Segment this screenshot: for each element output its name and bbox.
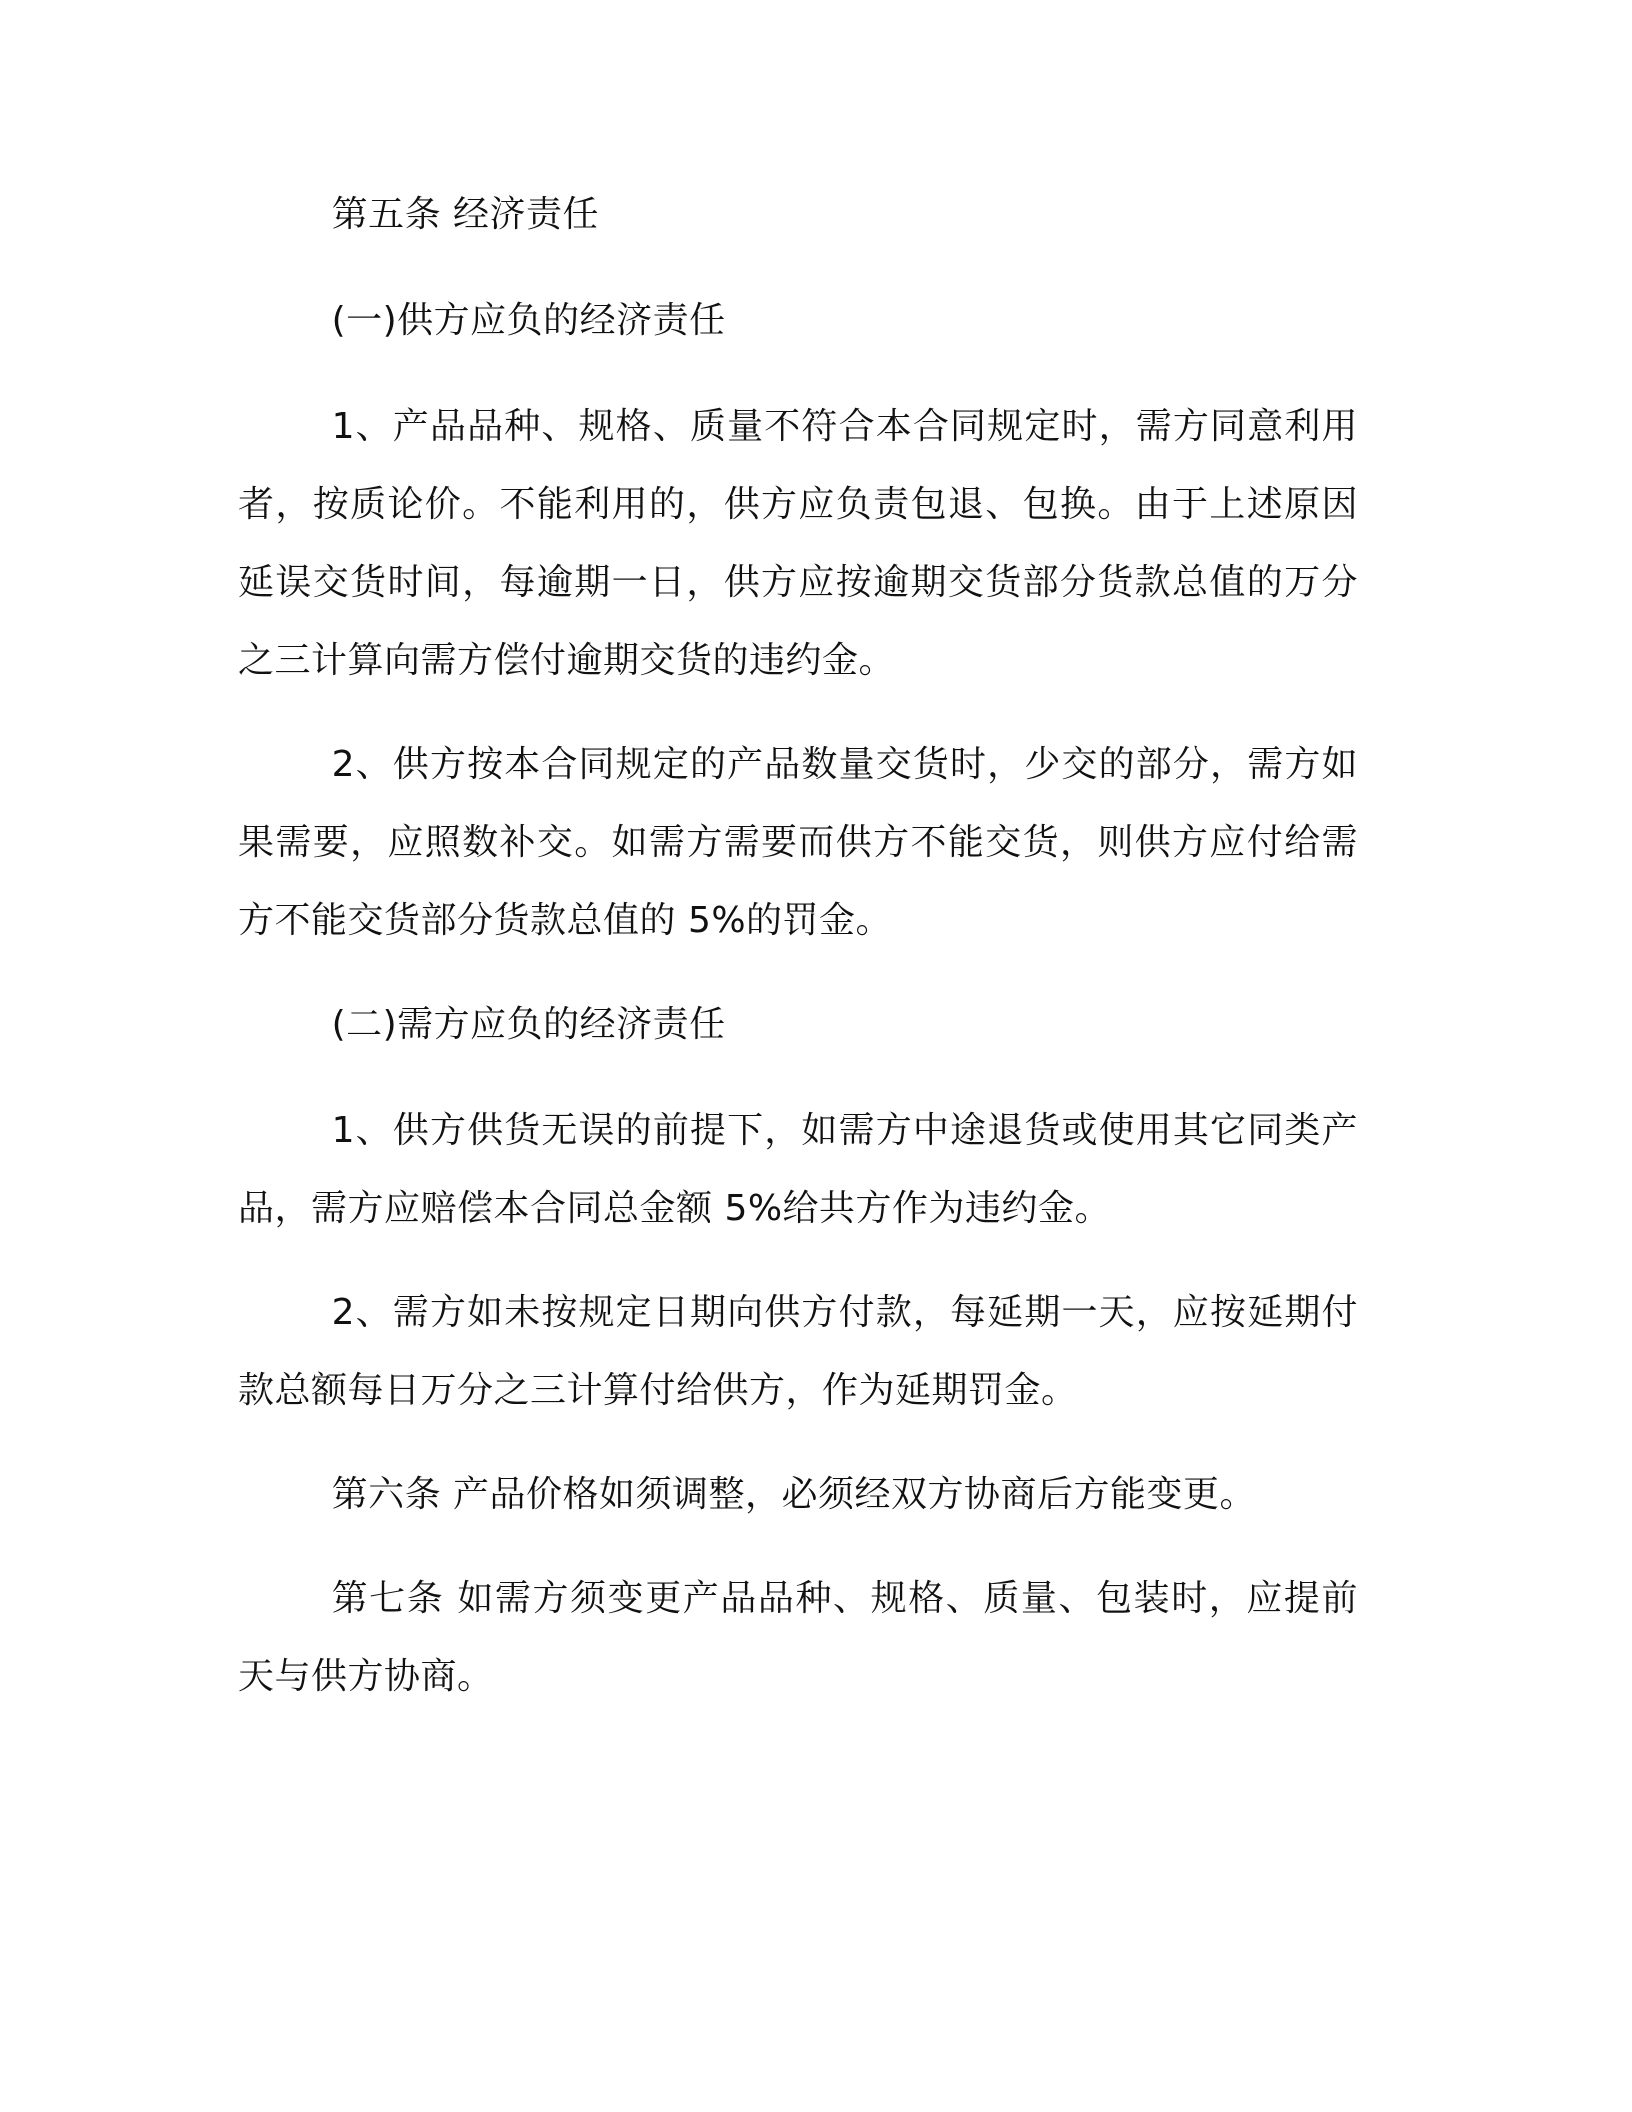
section-2-heading: (二)需方应负的经济责任 bbox=[331, 1004, 726, 1045]
section-1-item-2: 2、供方按本合同规定的产品数量交货时，少交的部分，需方如果需要，应照数补交。如需方需要而供方不能交货，则供方应付给需方不能交货部分货款总值的 5%的罚金。 bbox=[238, 744, 1358, 941]
section-1-item-1: 1、产品品种、规格、质量不符合本合同规定时，需方同意利用者，按质论价。不能利用的，供方应负责包退、包换。由于上述原因延误交货时间，每逾期一日，供方应按逾期交货部分货款总值的万分之三计算向需方偿付逾期交货的违约金。 bbox=[238, 406, 1358, 681]
section-2-item-2: 2、需方如未按规定日期向供方付款，每延期一天，应按延期付款总额每日万分之三计算付给供方，作为延期罚金。 bbox=[238, 1292, 1358, 1411]
document-body bbox=[238, 176, 1358, 1742]
article-7: 第七条 如需方须变更产品品种、规格、质量、包装时，应提前天与供方协商。 bbox=[238, 1578, 1358, 1697]
section-1-heading: (一)供方应负的经济责任 bbox=[331, 300, 726, 341]
article-6: 第六条 产品价格如须调整，必须经双方协商后方能变更。 bbox=[331, 1474, 1257, 1515]
section-2-item-1: 1、供方供货无误的前提下，如需方中途退货或使用其它同类产品，需方应赔偿本合同总金额 5%给共方作为违约金。 bbox=[238, 1110, 1358, 1229]
article-5-heading: 第五条 经济责任 bbox=[331, 194, 600, 235]
